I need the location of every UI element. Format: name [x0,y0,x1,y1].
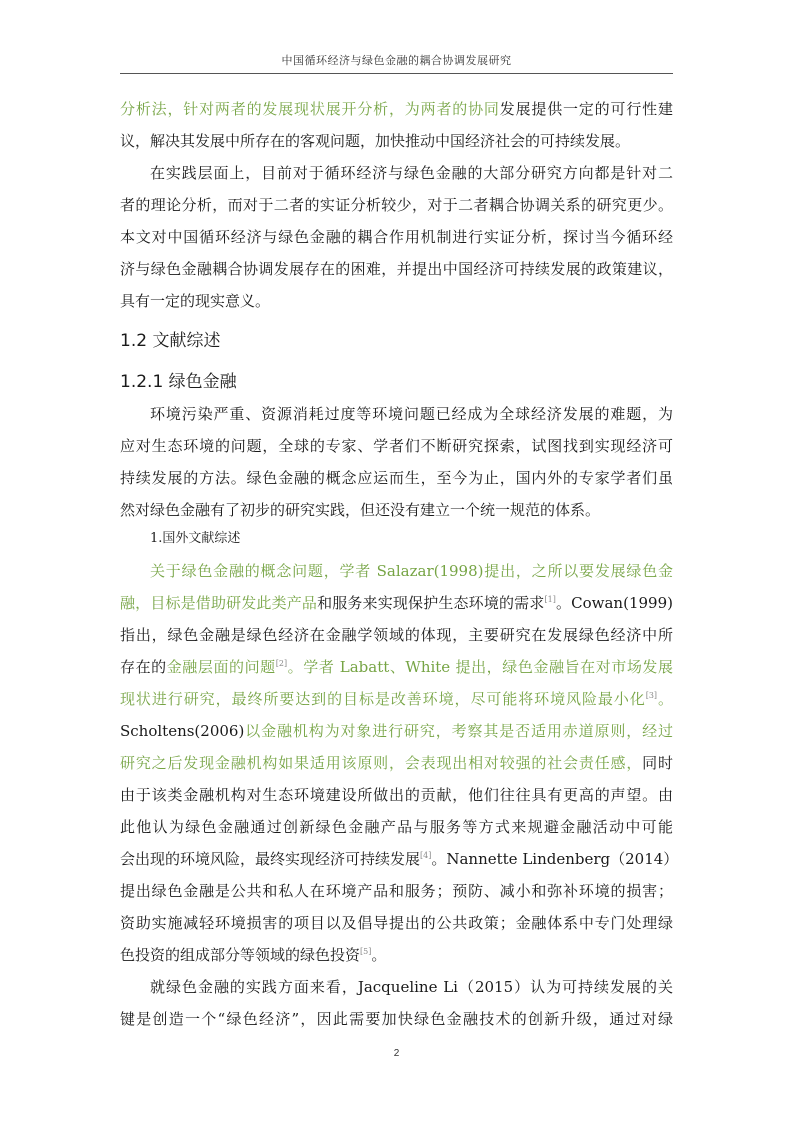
text-span: 存在的 [120,658,167,676]
text-span: 。 [371,946,387,964]
citation-ref: [3] [645,691,658,700]
text-line [120,720,673,742]
highlighted-text: 以金融机构为对象进行研究，考察其是否适用赤道原则，经过 [244,722,673,740]
text-line [120,98,673,120]
text-line [120,592,673,614]
highlighted-text: 。学者 Labatt、White 提出，绿色金融旨在对市场发展 [287,658,673,676]
text-span: 。Cowan(1999) [555,594,673,612]
text-span: 发展提供一定的可行性建 [499,100,673,118]
text-line: 济与绿色金融耦合协调发展存在的困难，并提出中国经济可持续发展的政策建议， [120,260,673,278]
text-line: 然对绿色金融有了初步的研究实践，但还没有建立一个统一规范的体系。 [120,501,601,519]
text-line: 提出绿色金融是公共和私人在环境产品和服务；预防、减小和弥补环境的损害； [120,882,673,900]
text-line: 议，解决其发展中所存在的客观问题，加快推动中国经济社会的可持续发展。 [120,132,631,150]
text-line: 在实践层面上，目前对于循环经济与绿色金融的大部分研究方向都是针对二 [150,164,673,182]
text-line: 由于该类金融机构对生态环境建设所做出的贡献，他们往往具有更高的声望。由 [120,786,673,804]
text-span: 色投资的组成部分等领域的绿色投资 [120,946,361,964]
text-line: 键是创造一个“绿色经济”，因此需要加快绿色金融技术的创新升级，通过对绿 [120,1010,673,1028]
text-line: 具有一定的现实意义。 [120,292,271,310]
citation-ref: [1] [544,595,556,604]
highlighted-text: 融，目标是借助研发此类产品 [120,594,318,612]
page-number: 2 [393,1048,400,1059]
text-line: 应对生态环境的问题，全球的专家、学者们不断研究探索，试图找到实现经济可 [120,437,673,455]
text-span: 和服务来实现保护生态环境的需求 [317,594,545,612]
text-span: 同时 [642,754,673,772]
text-line [120,656,673,678]
text-line: 者的理论分析，而对于二者的实证分析较少，对于二者耦合协调关系的研究更少。 [120,196,673,214]
running-header: 中国循环经济与绿色金融的耦合协调发展研究 [281,54,512,67]
section-heading: 1.2 文献综述 [120,331,221,351]
text-line: 本文对中国循环经济与绿色金融的耦合作用机制进行实证分析，探讨当今循环经 [120,228,673,246]
citation-ref: [2] [275,659,288,668]
text-line: 环境污染严重、资源消耗过度等环境问题已经成为全球经济发展的难题，为 [150,405,673,423]
citation-ref: [4] [420,851,432,860]
text-span: Scholtens(2006) [120,722,245,740]
text-line: 资助实施减轻环境损害的项目以及倡导提出的公共政策；金融体系中专门处理绿 [120,914,673,932]
text-span: 会出现的环境风险，最终实现经济可持续发展 [120,850,421,868]
text-span: 。 [657,690,673,708]
text-line: 指出，绿色金融是绿色经济在金融学领域的体现，主要研究在发展绿色经济中所 [120,626,673,644]
text-line: 关于绿色金融的概念问题，学者 Salazar(1998)提出，之所以要发展绿色金 [150,562,673,580]
highlighted-text: 分析法，针对两者的发展现状展开分析，为两者的协同 [120,100,500,118]
citation-ref: [5] [360,947,372,956]
sub-heading: 1.国外文献综述 [150,531,241,546]
highlighted-text: 金融层面的问题 [166,658,276,676]
text-line [120,752,673,774]
highlighted-text: 研究之后发现金融机构如果适用该原则，会表现出相对较强的社会责任感， [120,754,643,772]
subsection-heading: 1.2.1 绿色金融 [120,372,237,392]
highlighted-text: 现状进行研究，最终所要达到的目标是改善环境，尽可能将环境风险最小化 [120,690,646,708]
header-rule [120,73,673,74]
text-line [120,688,673,710]
text-line: 持续发展的方法。绿色金融的概念应运而生，至今为止，国内外的专家学者们虽 [120,469,673,487]
text-line [120,944,673,966]
text-span: 。Nannette Lindenberg（2014） [431,850,679,868]
text-line: 此他认为绿色金融通过创新绿色金融产品与服务等方式来规避金融活动中可能 [120,818,673,836]
text-line [120,848,679,870]
text-line: 就绿色金融的实践方面来看，Jacqueline Li（2015）认为可持续发展的关 [150,978,673,996]
